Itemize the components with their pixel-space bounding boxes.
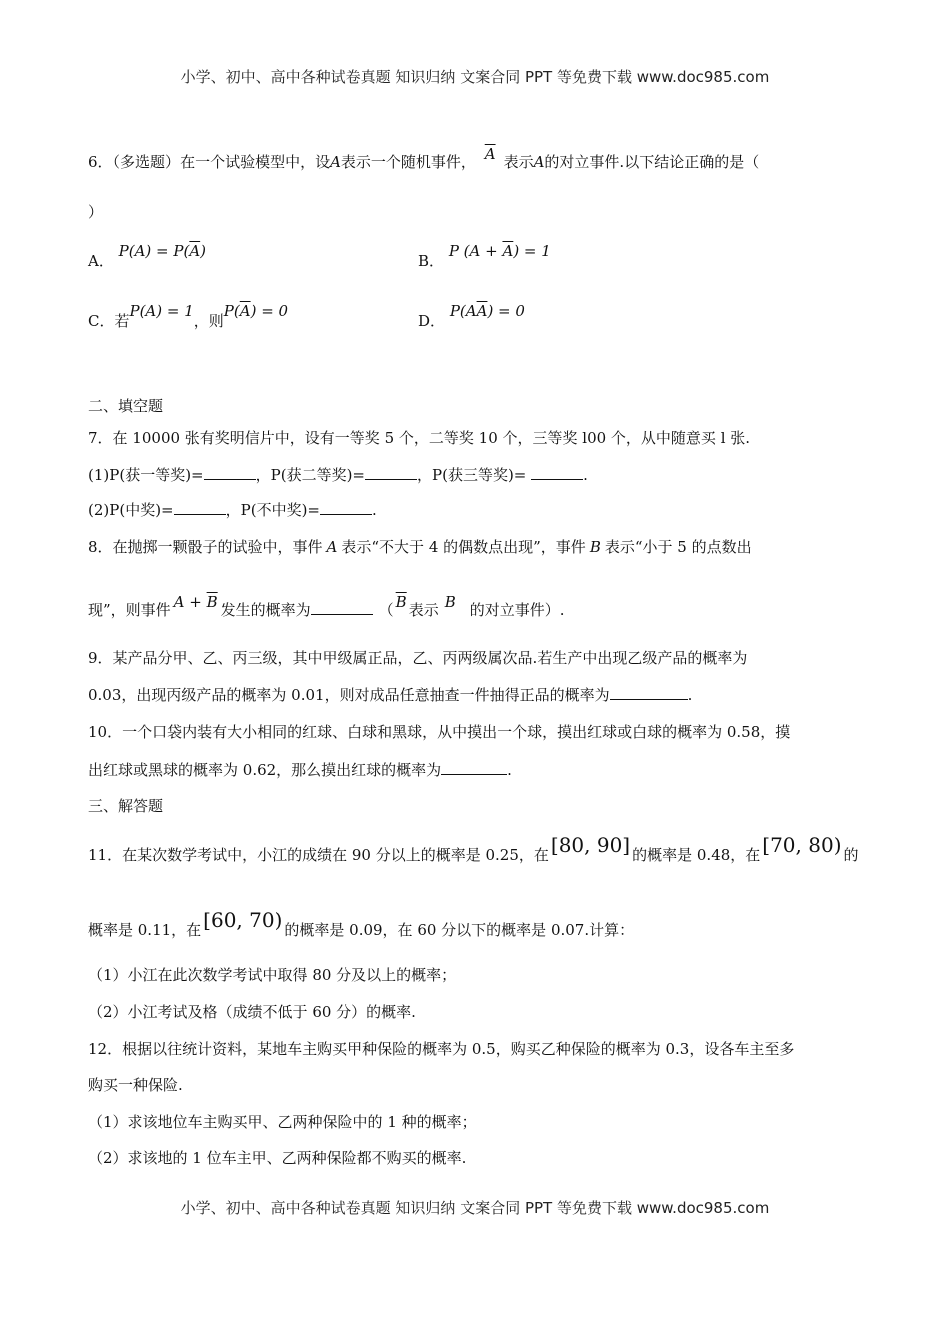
option-a: A． $P(A) = P(\overline{A})$ [88,242,207,270]
option-d-formula: $P(A\overline{A}) = 0$ [449,302,525,320]
option-b: B． P $(A + \overline{A}) = 1$ [418,242,551,270]
question-11-part-1: （1）小江在此次数学考试中取得 80 分及以上的概率； [88,966,457,984]
answer-blank [531,465,583,480]
option-c-formula-2: $P(\overline{A}) = 0$ [223,302,289,320]
section-fill-in-title: 二、填空题 [88,397,164,415]
page-header: 小学、初中、高中各种试卷真题 知识归纳 文案合同 PPT 等免费下载 www.doc985.com [180,68,770,86]
interval-80-90: [80, 90] [550,833,631,857]
answer-blank [610,685,688,700]
section-solve-title: 三、解答题 [88,797,164,815]
question-7: 7．在 10000 张有奖明信片中，设有一等奖 5 个，二等奖 10 个，三等奖 l00 个，从中随意买 l 张. [88,429,751,447]
question-7-part-2: (2)P(中奖)= ，P(不中奖)= . [88,501,377,519]
a-bar-symbol: $\overline{A}$ [484,145,496,163]
option-c: C．若P(A) = 1，则$P(\overline{A}) = 0$ [88,302,289,330]
page-footer: 小学、初中、高中各种试卷真题 知识归纳 文案合同 PPT 等免费下载 www.doc985.com [180,1199,770,1217]
question-10-line-2: 出红球或黑球的概率为 0.62，那么摸出红球的概率为 . [88,761,512,779]
interval-60-70: [60, 70) [203,908,283,932]
answer-blank [320,500,372,515]
option-d: D． $P(A\overline{A}) = 0$ [418,302,525,330]
question-7-part-1: (1)P(获一等奖)= ，P(获二等奖)= ，P(获三等奖)= . [88,466,588,484]
option-a-formula: $P(A) = P(\overline{A})$ [118,242,207,260]
question-8: 8．在抛掷一颗骰子的试验中，事件 A 表示“不大于 4 的偶数点出现”，事件 B 表示“小于 5 的点数出 [88,538,752,556]
question-12-part-1: （1）求该地位车主购买甲、乙两种保险中的 1 种的概率； [88,1113,477,1131]
question-10: 10．一个口袋内装有大小相同的红球、白球和黑球，从中摸出一个球，摸出红球或白球的概率为 0.58，摸 [88,723,791,741]
question-9: 9．某产品分甲、乙、丙三级，其中甲级属正品，乙、丙两级属次品.若生产中出现乙级产品的概率为 [88,649,748,667]
interval-70-80: [70, 80) [762,833,842,857]
answer-blank [311,600,373,615]
option-b-formula: P $(A + \overline{A}) = 1$ [448,242,551,260]
answer-blank [365,465,417,480]
formula-a-plus-b-bar: $A + \overline{B}$ [173,593,218,611]
question-11-line-2: 概率是 0.11，在 [60, 70) 的概率是 0.09，在 60 分以下的概率是 0.07.计算： [88,908,635,939]
question-12-line-2: 购买一种保险. [88,1076,183,1094]
answer-blank [441,760,507,775]
question-11-part-2: （2）小江考试及格（成绩不低于 60 分）的概率. [88,1003,416,1021]
answer-blank [204,465,256,480]
question-6: 6．（多选题）在一个试验模型中，设A表示一个随机事件， $\overline{A}$ 表示A的对立事件.以下结论正确的是（ [88,145,760,171]
answer-blank [174,500,226,515]
question-6-close: ） [88,203,104,221]
question-11: 11．在某次数学考试中，小江的成绩在 90 分以上的概率是 0.25，在 [80, 90] 的概率是 0.48，在 [70, 80) 的 [88,833,859,864]
question-8-line-2: 现”，则事件 $A + \overline{B}$ 发生的概率为 （ $\overline{B}$ 表示 B 的对立事件）. [88,593,565,619]
question-12: 12．根据以往统计资料，某地车主购买甲种保险的概率为 0.5，购买乙种保险的概率为 0.3，设各车主至多 [88,1040,795,1058]
question-12-part-2: （2）求该地的 1 位车主甲、乙两种保险都不购买的概率. [88,1149,467,1167]
option-c-formula-1: P(A) = 1 [129,302,194,320]
question-9-line-2: 0.03，出现丙级产品的概率为 0.01，则对成品任意抽查一件抽得正品的概率为 . [88,686,693,704]
